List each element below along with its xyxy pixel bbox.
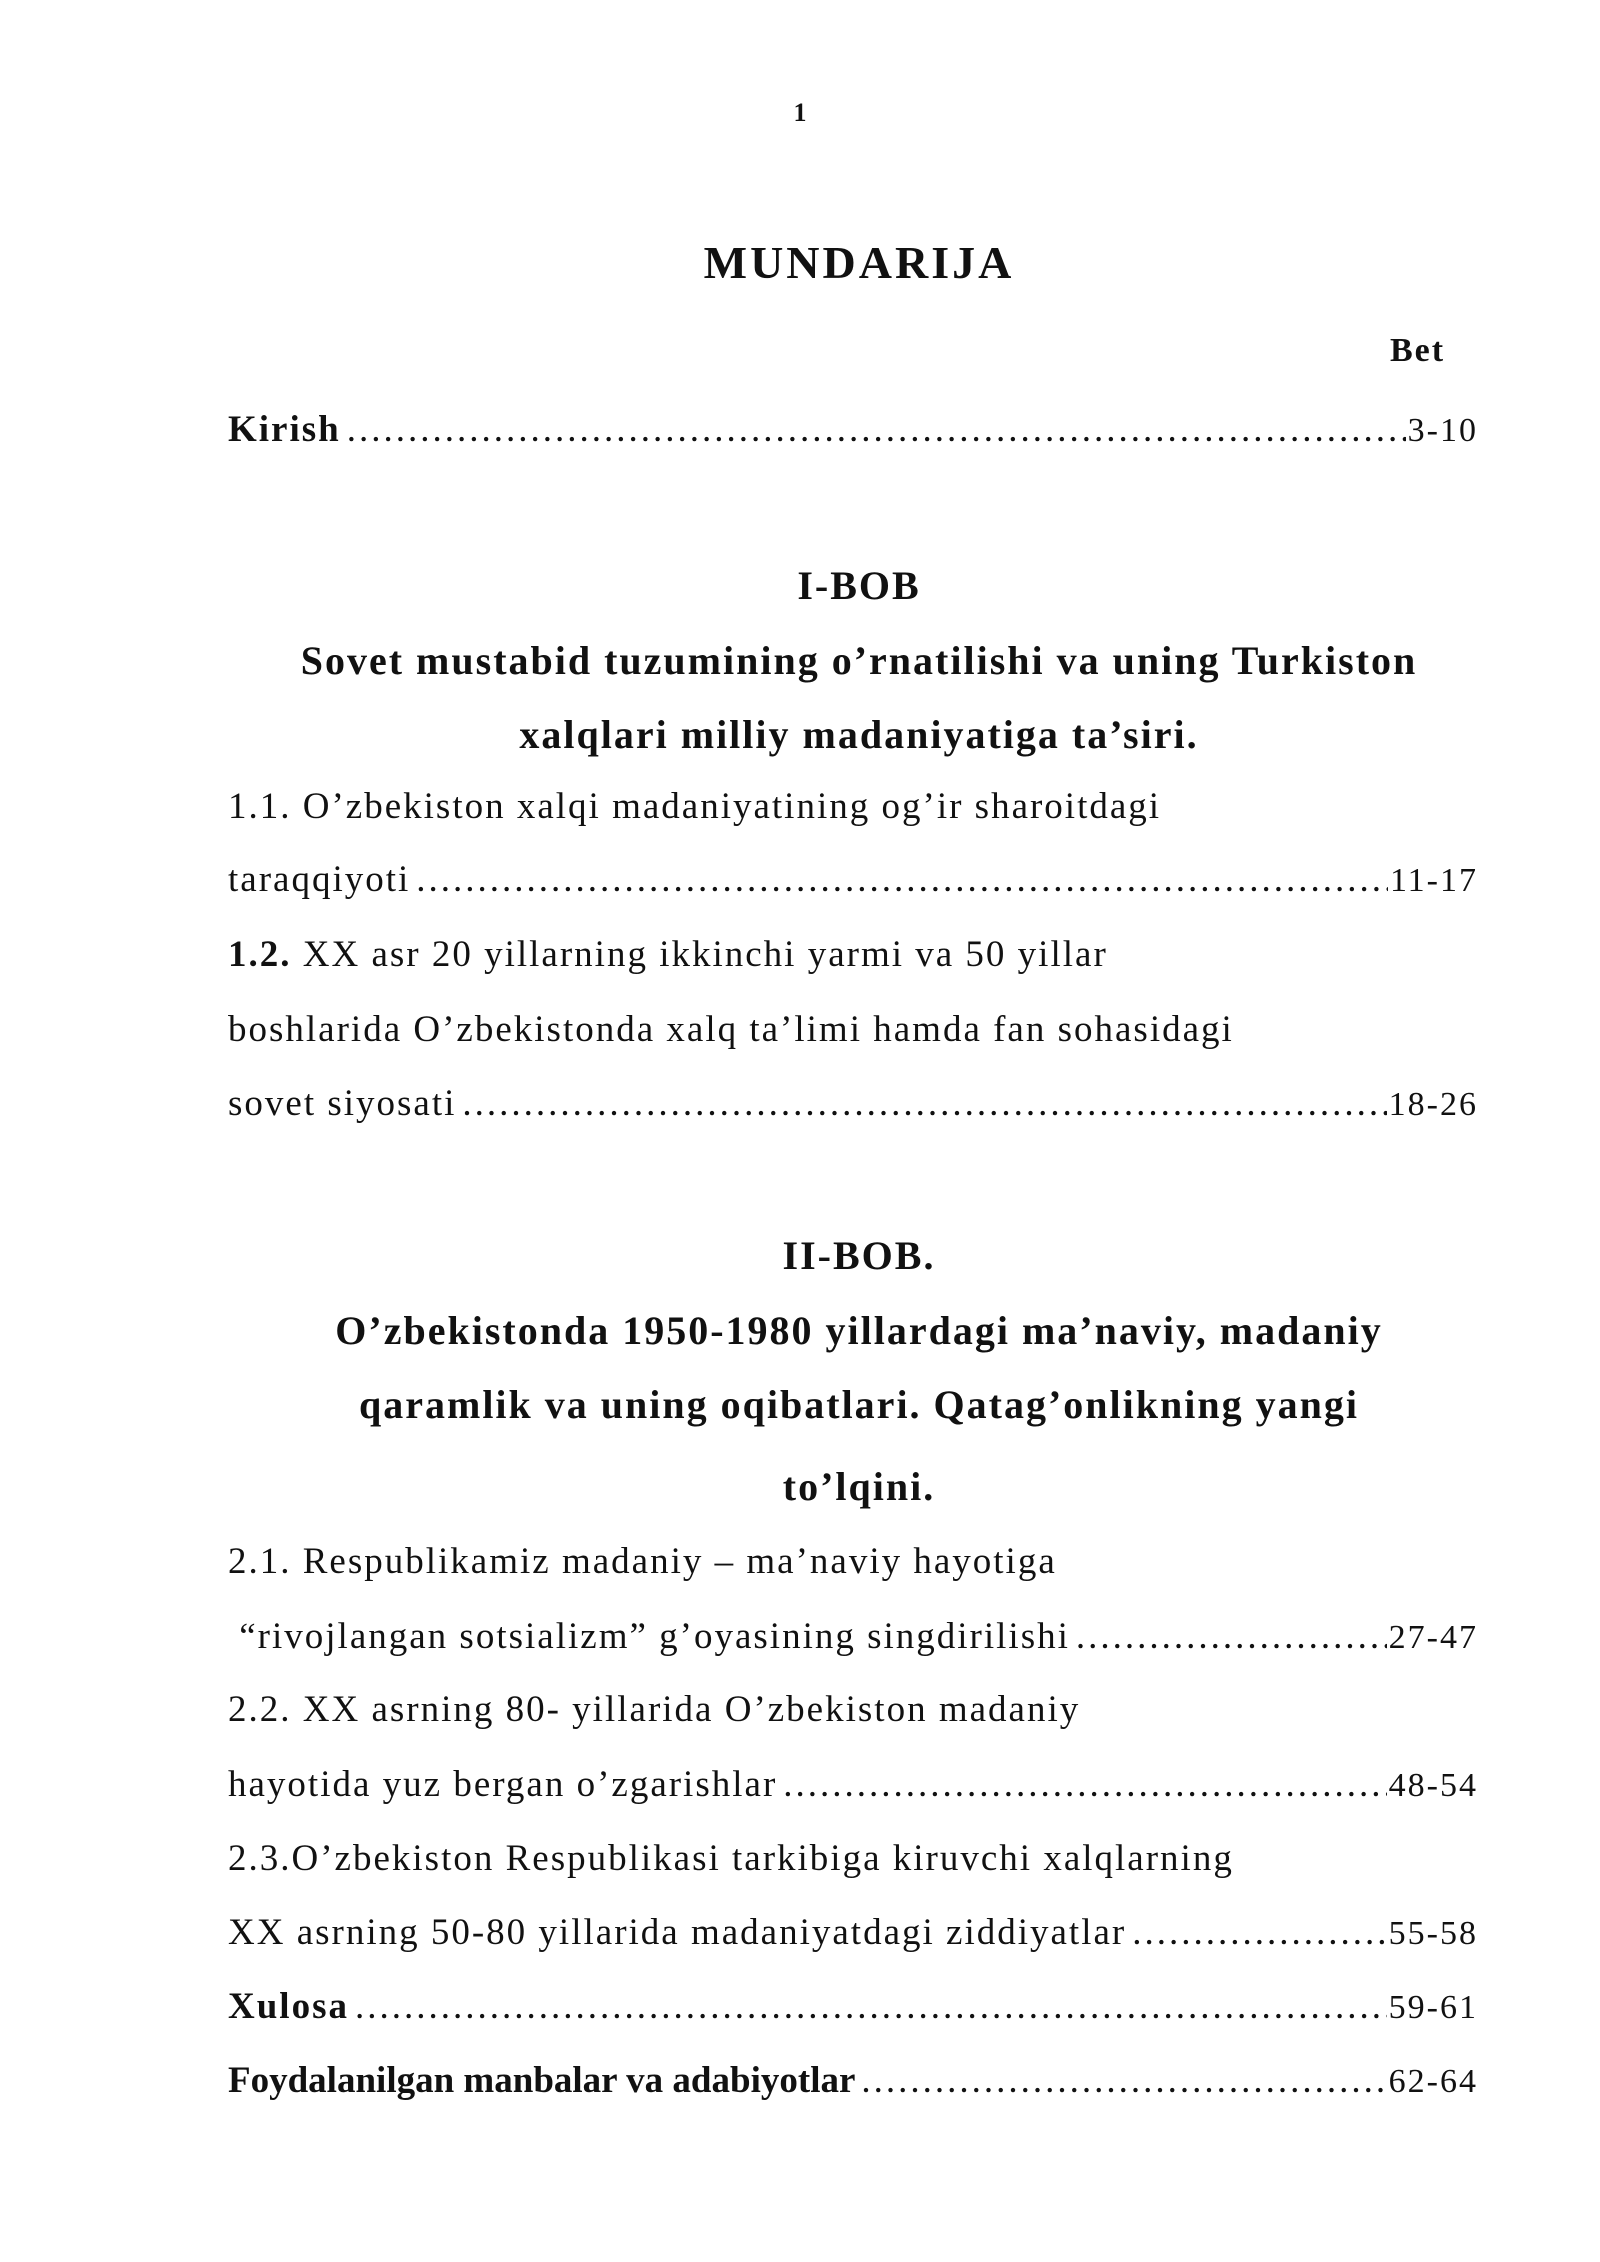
page-column-label: Bet bbox=[1390, 332, 1446, 369]
chapter-2-title-line: O’zbekistonda 1950-1980 yillardagi ma’naviy, madaniy bbox=[335, 1308, 1383, 1353]
toc-entry-label: hayotida yuz bergan o’zgarishlar bbox=[228, 1764, 778, 1805]
toc-entry-label: “rivojlangan sotsializm” g’oyasining singdirilishi bbox=[228, 1616, 1070, 1657]
toc-entry-label: sovet siyosati bbox=[228, 1083, 457, 1124]
toc-entry-pages: 18-26 bbox=[1388, 1086, 1478, 1123]
toc-entry-2-2-line: 2.2. XX asrning 80- yillarida O’zbekiston madaniy bbox=[228, 1689, 1081, 1730]
toc-entry-references[interactable] bbox=[228, 2059, 1478, 2117]
toc-entry-2-3-line: 2.3.O’zbekiston Respublikasi tarkibiga kiruvchi xalqlarning bbox=[228, 1838, 1234, 1879]
chapter-2-title-line: to’lqini. bbox=[782, 1464, 936, 1509]
toc-entry-label: Foydalanilgan manbalar va adabiyotlar bbox=[228, 2060, 856, 2101]
toc-entry-label: XX asrning 50-80 yillarida madaniyatdagi ziddiyatlar bbox=[228, 1912, 1127, 1953]
dot-leader bbox=[347, 408, 1406, 451]
toc-entry-conclusion[interactable] bbox=[228, 1985, 1478, 2043]
dot-leader bbox=[783, 1763, 1386, 1806]
document-title: MUNDARIJA bbox=[703, 237, 1015, 288]
dot-leader bbox=[1132, 1911, 1386, 1954]
toc-entry-pages: 27-47 bbox=[1388, 1619, 1478, 1656]
toc-entry-2-1[interactable] bbox=[228, 1615, 1478, 1673]
toc-entry-1-2-line: boshlarida O’zbekistonda xalq ta’limi hamda fan sohasidagi bbox=[228, 1009, 1234, 1050]
toc-entry-pages: 48-54 bbox=[1388, 1767, 1478, 1804]
toc-entry-2-2[interactable] bbox=[228, 1763, 1478, 1821]
toc-entry-1-1-line: 1.1. O’zbekiston xalqi madaniyatining og’ir sharoitdagi bbox=[228, 786, 1162, 827]
chapter-2-heading: II-BOB. bbox=[782, 1233, 936, 1278]
toc-entry-label: taraqqiyoti bbox=[228, 859, 411, 900]
toc-entry-1-2[interactable] bbox=[228, 1082, 1478, 1140]
toc-entry-pages: 62-64 bbox=[1388, 2063, 1478, 2100]
toc-entry-label: Kirish bbox=[228, 409, 341, 450]
toc-entry-pages: 59-61 bbox=[1388, 1989, 1478, 2026]
toc-entry-pages: 11-17 bbox=[1389, 862, 1478, 899]
chapter-2-title-line: qaramlik va uning oqibatlari. Qatag’onlikning yangi bbox=[359, 1382, 1359, 1427]
section-number: 1.2. bbox=[228, 934, 292, 975]
toc-entry-1-2-line bbox=[228, 933, 1108, 976]
toc-entry-pages: 3-10 bbox=[1407, 412, 1478, 449]
dot-leader bbox=[355, 1985, 1387, 2028]
toc-entry-label: Xulosa bbox=[228, 1986, 349, 2027]
chapter-1-title-line: Sovet mustabid tuzumining o’rnatilishi va uning Turkiston bbox=[300, 638, 1418, 683]
toc-entry-intro[interactable] bbox=[228, 408, 1478, 466]
toc-entry-2-1-line: 2.1. Respublikamiz madaniy – ma’naviy hayotiga bbox=[228, 1541, 1057, 1582]
dot-leader bbox=[861, 2059, 1386, 2102]
page-number: 1 bbox=[793, 98, 807, 127]
toc-entry-2-3[interactable] bbox=[228, 1911, 1478, 1969]
dot-leader bbox=[416, 858, 1388, 901]
dot-leader bbox=[462, 1082, 1386, 1125]
dot-leader bbox=[1076, 1615, 1387, 1658]
section-text: XX asr 20 yillarning ikkinchi yarmi va 50 yillar bbox=[302, 934, 1108, 975]
chapter-1-title-line: xalqlari milliy madaniyatiga ta’siri. bbox=[519, 712, 1199, 757]
toc-entry-pages: 55-58 bbox=[1388, 1915, 1478, 1952]
chapter-1-heading: I-BOB bbox=[797, 563, 921, 608]
toc-entry-1-1[interactable] bbox=[228, 858, 1478, 916]
